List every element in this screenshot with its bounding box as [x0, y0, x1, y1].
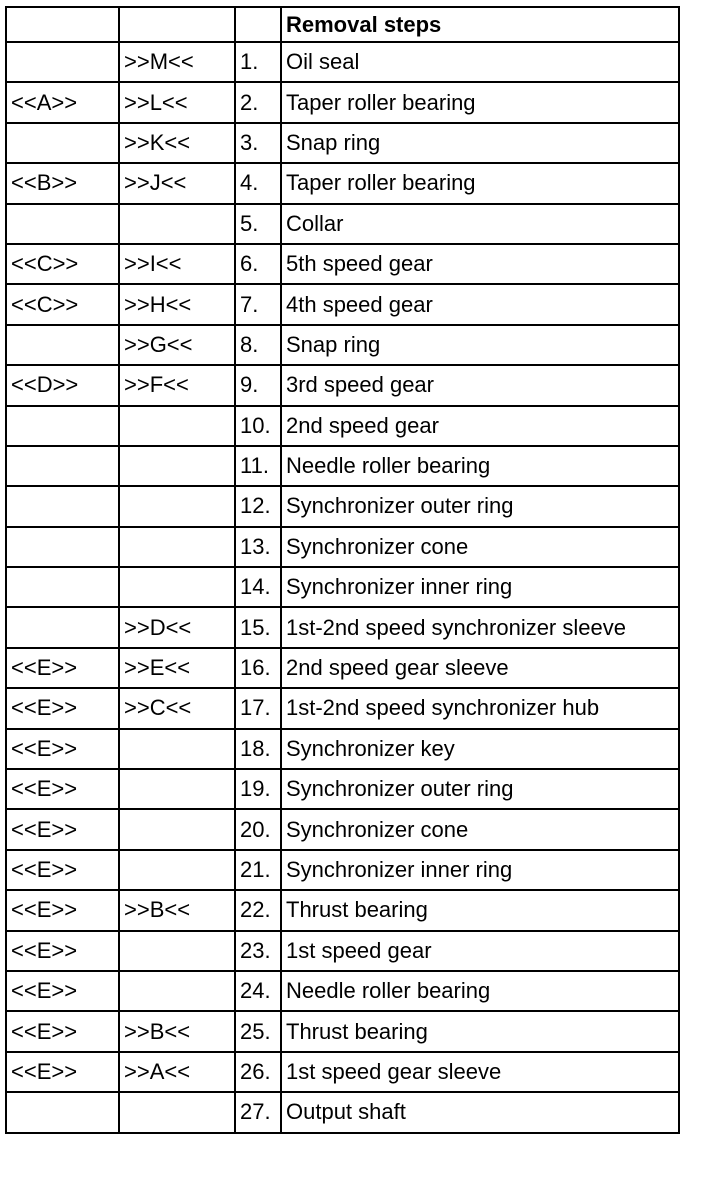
table-row — [6, 486, 679, 526]
install-ref-cell: <<E>> — [6, 809, 119, 849]
install-ref-cell: <<E>> — [6, 850, 119, 890]
removal-ref-cell — [119, 567, 235, 607]
table-row — [6, 809, 679, 849]
step-number-cell: 21. — [235, 850, 281, 890]
step-name-cell: Output shaft — [281, 1092, 679, 1132]
install-ref-cell: <<C>> — [6, 284, 119, 324]
removal-ref-cell: >>E<< — [119, 648, 235, 688]
removal-ref-cell: >>M<< — [119, 42, 235, 82]
install-ref-cell: <<E>> — [6, 1052, 119, 1092]
step-number-cell: 25. — [235, 1011, 281, 1051]
removal-ref-cell — [119, 486, 235, 526]
table-row — [6, 365, 679, 405]
table-row — [6, 648, 679, 688]
step-name-cell: Snap ring — [281, 325, 679, 365]
install-ref-cell: <<E>> — [6, 971, 119, 1011]
step-number-cell: 3. — [235, 123, 281, 163]
step-name-cell: 4th speed gear — [281, 284, 679, 324]
step-number-cell: 26. — [235, 1052, 281, 1092]
install-ref-cell — [6, 406, 119, 446]
step-number-cell: 22. — [235, 890, 281, 930]
table-row — [6, 607, 679, 647]
removal-ref-cell: >>I<< — [119, 244, 235, 284]
table-body — [6, 7, 679, 1133]
removal-ref-cell — [119, 931, 235, 971]
step-number-cell: 5. — [235, 204, 281, 244]
table-row — [6, 163, 679, 203]
install-ref-cell: <<D>> — [6, 365, 119, 405]
step-number-cell: 13. — [235, 527, 281, 567]
removal-ref-cell: >>J<< — [119, 163, 235, 203]
table-row — [6, 82, 679, 122]
install-ref-cell: <<A>> — [6, 82, 119, 122]
header-cell-number — [235, 7, 281, 42]
removal-steps-table — [5, 6, 680, 1134]
removal-ref-cell: >>K<< — [119, 123, 235, 163]
install-ref-cell: <<E>> — [6, 931, 119, 971]
removal-ref-cell: >>L<< — [119, 82, 235, 122]
step-number-cell: 24. — [235, 971, 281, 1011]
removal-ref-cell: >>B<< — [119, 1011, 235, 1051]
table-row — [6, 1092, 679, 1132]
table-row — [6, 446, 679, 486]
step-name-cell: 1st speed gear — [281, 931, 679, 971]
step-name-cell: Synchronizer outer ring — [281, 486, 679, 526]
removal-ref-cell: >>F<< — [119, 365, 235, 405]
step-number-cell: 11. — [235, 446, 281, 486]
step-name-cell: Taper roller bearing — [281, 163, 679, 203]
install-ref-cell: <<B>> — [6, 163, 119, 203]
table-row — [6, 729, 679, 769]
step-name-cell: 1st-2nd speed synchronizer hub — [281, 688, 679, 728]
install-ref-cell: <<E>> — [6, 688, 119, 728]
step-name-cell: Needle roller bearing — [281, 971, 679, 1011]
install-ref-cell — [6, 325, 119, 365]
table-row — [6, 325, 679, 365]
removal-ref-cell — [119, 1092, 235, 1132]
step-name-cell: Needle roller bearing — [281, 446, 679, 486]
table-row — [6, 284, 679, 324]
table-row — [6, 406, 679, 446]
table-row — [6, 890, 679, 930]
table-row — [6, 850, 679, 890]
step-name-cell: 3rd speed gear — [281, 365, 679, 405]
install-ref-cell — [6, 567, 119, 607]
step-name-cell: 2nd speed gear sleeve — [281, 648, 679, 688]
removal-ref-cell — [119, 446, 235, 486]
table-row — [6, 527, 679, 567]
install-ref-cell: <<C>> — [6, 244, 119, 284]
step-number-cell: 4. — [235, 163, 281, 203]
step-name-cell: Synchronizer cone — [281, 527, 679, 567]
step-number-cell: 2. — [235, 82, 281, 122]
install-ref-cell: <<E>> — [6, 890, 119, 930]
table-row — [6, 567, 679, 607]
install-ref-cell: <<E>> — [6, 729, 119, 769]
step-name-cell: 2nd speed gear — [281, 406, 679, 446]
step-name-cell: Synchronizer cone — [281, 809, 679, 849]
step-name-cell: Thrust bearing — [281, 890, 679, 930]
step-number-cell: 18. — [235, 729, 281, 769]
table-row — [6, 971, 679, 1011]
table-row — [6, 769, 679, 809]
header-cell-removal-ref — [119, 7, 235, 42]
install-ref-cell — [6, 204, 119, 244]
install-ref-cell: <<E>> — [6, 769, 119, 809]
install-ref-cell — [6, 527, 119, 567]
step-name-cell: Snap ring — [281, 123, 679, 163]
step-name-cell: Synchronizer inner ring — [281, 850, 679, 890]
removal-ref-cell — [119, 729, 235, 769]
table-row — [6, 688, 679, 728]
step-number-cell: 14. — [235, 567, 281, 607]
install-ref-cell — [6, 1092, 119, 1132]
removal-ref-cell — [119, 850, 235, 890]
removal-ref-cell — [119, 204, 235, 244]
step-number-cell: 10. — [235, 406, 281, 446]
table-row — [6, 123, 679, 163]
step-number-cell: 12. — [235, 486, 281, 526]
removal-ref-cell: >>B<< — [119, 890, 235, 930]
table-row — [6, 1052, 679, 1092]
table-row — [6, 931, 679, 971]
step-name-cell: Collar — [281, 204, 679, 244]
install-ref-cell — [6, 42, 119, 82]
removal-ref-cell: >>H<< — [119, 284, 235, 324]
step-number-cell: 17. — [235, 688, 281, 728]
step-name-cell: Synchronizer inner ring — [281, 567, 679, 607]
table-row — [6, 42, 679, 82]
removal-ref-cell: >>A<< — [119, 1052, 235, 1092]
step-name-cell: Synchronizer key — [281, 729, 679, 769]
step-number-cell: 8. — [235, 325, 281, 365]
step-name-cell: 5th speed gear — [281, 244, 679, 284]
removal-ref-cell — [119, 527, 235, 567]
table-row — [6, 204, 679, 244]
step-name-cell: 1st speed gear sleeve — [281, 1052, 679, 1092]
install-ref-cell: <<E>> — [6, 648, 119, 688]
removal-ref-cell: >>C<< — [119, 688, 235, 728]
step-name-cell: Oil seal — [281, 42, 679, 82]
step-number-cell: 15. — [235, 607, 281, 647]
removal-ref-cell — [119, 406, 235, 446]
table-row — [6, 1011, 679, 1051]
install-ref-cell — [6, 123, 119, 163]
step-number-cell: 27. — [235, 1092, 281, 1132]
removal-ref-cell — [119, 769, 235, 809]
table-row — [6, 244, 679, 284]
removal-ref-cell: >>D<< — [119, 607, 235, 647]
step-name-cell: Synchronizer outer ring — [281, 769, 679, 809]
step-name-cell: 1st-2nd speed synchronizer sleeve — [281, 607, 679, 647]
install-ref-cell — [6, 486, 119, 526]
step-name-cell: Taper roller bearing — [281, 82, 679, 122]
step-number-cell: 7. — [235, 284, 281, 324]
removal-ref-cell — [119, 809, 235, 849]
header-cell-install-ref — [6, 7, 119, 42]
step-number-cell: 20. — [235, 809, 281, 849]
removal-ref-cell — [119, 971, 235, 1011]
step-name-cell: Thrust bearing — [281, 1011, 679, 1051]
install-ref-cell — [6, 607, 119, 647]
removal-ref-cell: >>G<< — [119, 325, 235, 365]
step-number-cell: 6. — [235, 244, 281, 284]
step-number-cell: 19. — [235, 769, 281, 809]
step-number-cell: 1. — [235, 42, 281, 82]
table-header-row — [6, 7, 679, 42]
header-cell-removal-steps: Removal steps — [281, 7, 679, 42]
install-ref-cell: <<E>> — [6, 1011, 119, 1051]
step-number-cell: 9. — [235, 365, 281, 405]
step-number-cell: 23. — [235, 931, 281, 971]
install-ref-cell — [6, 446, 119, 486]
step-number-cell: 16. — [235, 648, 281, 688]
